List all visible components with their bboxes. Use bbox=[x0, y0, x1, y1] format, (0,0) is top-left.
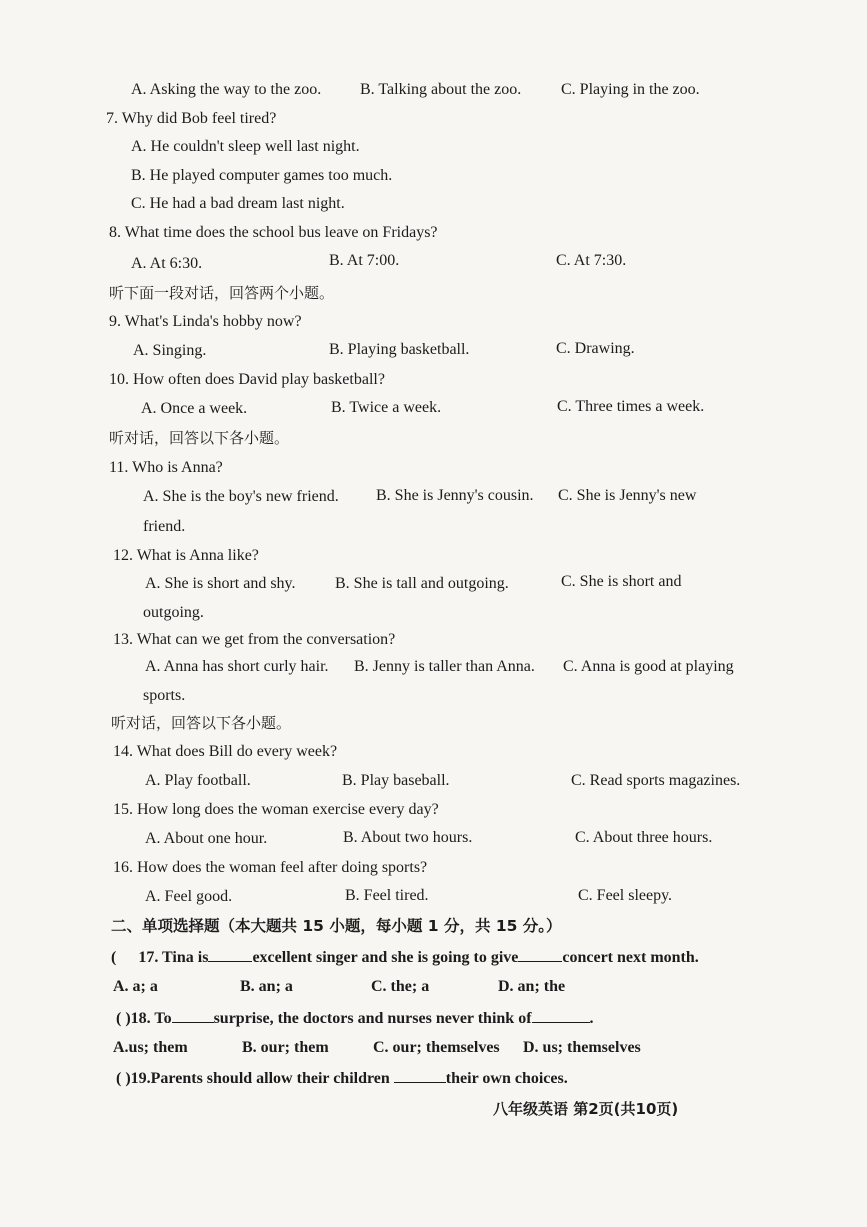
q19-end: their own choices. bbox=[445, 1070, 568, 1087]
q17-option-b: B. an; a bbox=[240, 978, 293, 995]
q9-option-c: C. Drawing. bbox=[556, 340, 635, 357]
page-footer: 八年级英语 第2页(共10页) bbox=[493, 1100, 679, 1118]
q7-option-b: B. He played computer games too much. bbox=[131, 167, 393, 184]
q9-option-b: B. Playing basketball. bbox=[329, 341, 470, 358]
q18-option-a: A.us; them bbox=[113, 1039, 188, 1056]
q10-option-b: B. Twice a week. bbox=[331, 399, 442, 416]
q12-option-c: C. She is short and bbox=[561, 573, 682, 590]
q13-option-c: C. Anna is good at playing bbox=[563, 658, 734, 675]
q13-option-a: A. Anna has short curly hair. bbox=[145, 658, 329, 675]
q12-stem: 12. What is Anna like? bbox=[113, 547, 259, 564]
q16-option-b: B. Feel tired. bbox=[345, 887, 429, 904]
q17-paren: ( bbox=[111, 949, 117, 966]
q19-blank[interactable] bbox=[394, 1068, 446, 1083]
q9-stem: 9. What's Linda's hobby now? bbox=[109, 313, 302, 330]
q18-stem bbox=[116, 1008, 594, 1029]
q11-option-b: B. She is Jenny's cousin. bbox=[376, 487, 534, 504]
section-2-heading: 二、单项选择题（本大题共 15 小题，每小题 1 分，共 15 分。） bbox=[111, 917, 562, 935]
q12-option-b: B. She is tall and outgoing. bbox=[335, 575, 509, 592]
q8-option-c: C. At 7:30. bbox=[556, 252, 627, 269]
q17-option-c: C. the; a bbox=[371, 978, 430, 995]
q15-stem: 15. How long does the woman exercise every day? bbox=[113, 801, 439, 818]
q13-option-c-wrap: sports. bbox=[143, 687, 186, 704]
instruction-answer-questions: 听对话，回答以下各小题。 bbox=[109, 429, 290, 447]
q8-stem: 8. What time does the school bus leave on Fridays? bbox=[109, 224, 438, 241]
q19-number: ( )19.Parents should allow their children bbox=[116, 1070, 390, 1087]
q13-option-b: B. Jenny is taller than Anna. bbox=[354, 658, 535, 675]
q16-option-c: C. Feel sleepy. bbox=[578, 887, 673, 904]
q17-blank-2[interactable] bbox=[518, 947, 562, 962]
q18-blank-1[interactable] bbox=[172, 1008, 214, 1023]
instruction-two-questions: 听下面一段对话，回答两个小题。 bbox=[109, 284, 335, 302]
q7-option-a: A. He couldn't sleep well last night. bbox=[131, 138, 360, 155]
q15-option-b: B. About two hours. bbox=[343, 829, 473, 846]
q14-option-c: C. Read sports magazines. bbox=[571, 772, 741, 789]
q11-option-c-wrap: friend. bbox=[143, 518, 186, 535]
q7-option-c: C. He had a bad dream last night. bbox=[131, 195, 345, 212]
q14-stem: 14. What does Bill do every week? bbox=[113, 743, 338, 760]
instruction-answer-questions-2: 听对话，回答以下各小题。 bbox=[111, 714, 292, 732]
q6-option-a: A. Asking the way to the zoo. bbox=[131, 81, 322, 98]
q17-option-d: D. an; the bbox=[498, 978, 566, 995]
q17-option-a: A. a; a bbox=[113, 978, 158, 995]
q12-option-c-wrap: outgoing. bbox=[143, 604, 204, 621]
q18-number: ( )18. To bbox=[116, 1010, 172, 1027]
q8-option-b: B. At 7:00. bbox=[329, 252, 400, 269]
q17-mid: excellent singer and she is going to give bbox=[252, 949, 519, 966]
q12-option-a: A. She is short and shy. bbox=[145, 575, 296, 592]
q10-option-c: C. Three times a week. bbox=[557, 398, 705, 415]
q14-option-b: B. Play baseball. bbox=[342, 772, 450, 789]
q8-option-a: A. At 6:30. bbox=[131, 255, 203, 272]
q18-option-d: D. us; themselves bbox=[523, 1039, 641, 1056]
q17-number: 17. Tina is bbox=[138, 949, 209, 966]
q15-option-a: A. About one hour. bbox=[145, 830, 268, 847]
q16-stem: 16. How does the woman feel after doing sports? bbox=[113, 859, 428, 876]
q6-option-c: C. Playing in the zoo. bbox=[561, 81, 700, 98]
q11-option-a: A. She is the boy's new friend. bbox=[143, 488, 339, 505]
q6-option-b: B. Talking about the zoo. bbox=[360, 81, 522, 98]
q19-stem bbox=[116, 1068, 568, 1089]
q13-stem: 13. What can we get from the conversation? bbox=[113, 631, 396, 648]
q16-option-a: A. Feel good. bbox=[145, 888, 233, 905]
q7-stem: 7. Why did Bob feel tired? bbox=[106, 110, 277, 127]
q18-mid: surprise, the doctors and nurses never think of bbox=[213, 1010, 532, 1027]
q11-stem: 11. Who is Anna? bbox=[109, 459, 223, 476]
q18-option-c: C. our; themselves bbox=[373, 1039, 500, 1056]
q17-blank-1[interactable] bbox=[208, 947, 252, 962]
q17-stem bbox=[111, 947, 699, 968]
q11-option-c: C. She is Jenny's new bbox=[558, 487, 697, 504]
q18-option-b: B. our; them bbox=[242, 1039, 329, 1056]
q18-end: . bbox=[589, 1010, 594, 1027]
q15-option-c: C. About three hours. bbox=[575, 829, 713, 846]
q10-option-a: A. Once a week. bbox=[141, 400, 248, 417]
q9-option-a: A. Singing. bbox=[133, 342, 207, 359]
q14-option-a: A. Play football. bbox=[145, 772, 251, 789]
q18-blank-2[interactable] bbox=[532, 1008, 590, 1023]
q10-stem: 10. How often does David play basketball? bbox=[109, 371, 385, 388]
q17-end: concert next month. bbox=[562, 949, 699, 966]
